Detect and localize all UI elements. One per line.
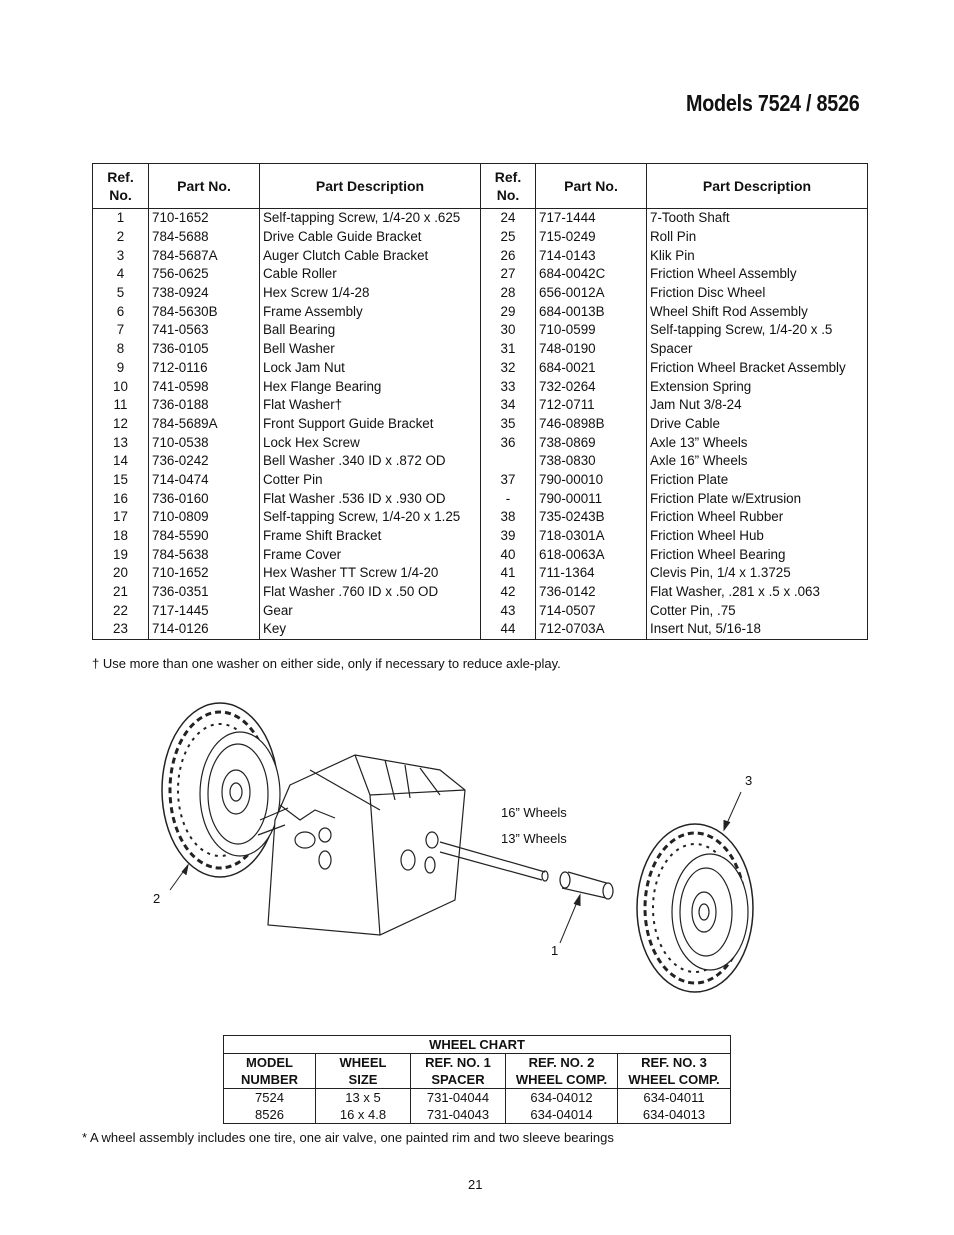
wheel-data-value: 634-04014 — [530, 1107, 593, 1122]
wheel-data-value: 731-04043 — [426, 1107, 490, 1122]
part-description-cell: Lock Jam Nut — [260, 359, 481, 378]
wheel-data-value: 634-04013 — [642, 1107, 706, 1122]
part-number-cell: 741-0598 — [149, 377, 260, 396]
part-description-cell: Drive Cable — [647, 415, 868, 434]
wheel-header-line: WHEEL — [339, 1055, 387, 1070]
wheel-data-cell — [411, 1089, 506, 1124]
ref-number-cell: 6 — [93, 302, 149, 321]
part-number-cell: 736-0188 — [149, 396, 260, 415]
part-number-cell: 738-0869 — [536, 433, 647, 452]
part-description-cell: Flat Washer .536 ID x .930 OD — [260, 489, 481, 508]
part-number-cell: 736-0105 — [149, 340, 260, 359]
wheel-data-value: 731-04044 — [426, 1090, 490, 1105]
part-number-cell: 784-5638 — [149, 545, 260, 564]
ref-number-cell: 21 — [93, 583, 149, 602]
callout-1: 1 — [551, 943, 559, 958]
parts-header-cell: Ref. No. — [93, 164, 149, 209]
page-title: Models 7524 / 8526 — [686, 90, 860, 116]
part-number-cell: 741-0563 — [149, 321, 260, 340]
part-description-cell: Friction Wheel Rubber — [647, 508, 868, 527]
part-description-cell: Wheel Shift Rod Assembly — [647, 302, 868, 321]
part-number-cell: 710-1652 — [149, 209, 260, 228]
part-number-cell: 656-0012A — [536, 284, 647, 303]
part-number-cell: 756-0625 — [149, 265, 260, 284]
wheel-data-value: 8526 — [255, 1107, 284, 1122]
ref-number-cell: 34 — [481, 396, 536, 415]
wheel-data-cell — [316, 1089, 411, 1124]
part-number-cell: 684-0042C — [536, 265, 647, 284]
ref-number-cell: 33 — [481, 377, 536, 396]
table-row — [93, 359, 868, 378]
part-description-cell: Cable Roller — [260, 265, 481, 284]
table-row — [93, 415, 868, 434]
table-row — [93, 284, 868, 303]
part-description-cell: Frame Assembly — [260, 302, 481, 321]
part-description-cell: Jam Nut 3/8-24 — [647, 396, 868, 415]
part-number-cell: 736-0351 — [149, 583, 260, 602]
part-description-cell: Friction Plate — [647, 471, 868, 490]
part-number-cell: 710-0538 — [149, 433, 260, 452]
part-number-cell: 712-0116 — [149, 359, 260, 378]
part-number-cell: 736-0242 — [149, 452, 260, 471]
ref-number-cell: 18 — [93, 527, 149, 546]
part-number-cell: 710-1652 — [149, 564, 260, 583]
ref-number-cell: 32 — [481, 359, 536, 378]
ref-number-cell: 22 — [93, 601, 149, 620]
label-16-wheels: 16” Wheels — [501, 805, 567, 820]
page-number: 21 — [468, 1177, 483, 1192]
part-number-cell: 784-5689A — [149, 415, 260, 434]
part-number-cell: 736-0160 — [149, 489, 260, 508]
part-description-cell: Ball Bearing — [260, 321, 481, 340]
part-description-cell: Friction Wheel Bearing — [647, 545, 868, 564]
table-row — [93, 452, 868, 471]
ref-number-cell: 25 — [481, 228, 536, 247]
table-row — [93, 471, 868, 490]
wheel-data-value: 634-04011 — [643, 1090, 705, 1105]
wheel-data-value: 16 x 4.8 — [339, 1107, 387, 1122]
part-number-cell: 735-0243B — [536, 508, 647, 527]
wheel-data-row — [224, 1089, 731, 1124]
part-number-cell: 715-0249 — [536, 228, 647, 247]
table-row — [93, 620, 868, 639]
part-number-cell: 784-5590 — [149, 527, 260, 546]
wheel-header-line: REF. NO. 2 — [528, 1055, 595, 1070]
table-row — [93, 396, 868, 415]
table-row — [93, 321, 868, 340]
wheel-data-cell — [506, 1089, 618, 1124]
part-number-cell: 717-1445 — [149, 601, 260, 620]
wheel-data-cell — [224, 1089, 316, 1124]
table-row — [93, 340, 868, 359]
part-description-cell: Key — [260, 620, 481, 639]
wheel-chart-title: WHEEL CHART — [224, 1036, 731, 1054]
part-description-cell: Flat Washer, .281 x .5 x .063 — [647, 583, 868, 602]
part-description-cell: Hex Flange Bearing — [260, 377, 481, 396]
ref-number-cell: 16 — [93, 489, 149, 508]
axle-play-footnote: † Use more than one washer on either side, only if necessary to reduce axle-play. — [92, 656, 561, 671]
ref-number-cell: 30 — [481, 321, 536, 340]
part-number-cell: 714-0126 — [149, 620, 260, 639]
wheel-header-line: WHEEL COMP. — [515, 1072, 608, 1087]
parts-header-cell: Part No. — [149, 164, 260, 209]
ref-number-cell: 42 — [481, 583, 536, 602]
part-number-cell: 784-5630B — [149, 302, 260, 321]
part-description-cell: Self-tapping Screw, 1/4-20 x .5 — [647, 321, 868, 340]
ref-number-cell: 35 — [481, 415, 536, 434]
part-number-cell: 718-0301A — [536, 527, 647, 546]
left-wheel-illustration — [162, 703, 280, 877]
ref-number-cell: 3 — [93, 246, 149, 265]
ref-number-cell: 15 — [93, 471, 149, 490]
part-number-cell: 684-0021 — [536, 359, 647, 378]
ref-number-cell: 7 — [93, 321, 149, 340]
part-description-cell: Bell Washer .340 ID x .872 OD — [260, 452, 481, 471]
wheel-header-cell — [411, 1054, 506, 1089]
part-description-cell: Flat Washer .760 ID x .50 OD — [260, 583, 481, 602]
ref-number-cell: 1 — [93, 209, 149, 228]
part-number-cell: 712-0711 — [536, 396, 647, 415]
table-row — [93, 377, 868, 396]
parts-header-cell: Ref. No. — [481, 164, 536, 209]
ref-number-cell: 4 — [93, 265, 149, 284]
part-number-cell: 736-0142 — [536, 583, 647, 602]
part-number-cell: 738-0830 — [536, 452, 647, 471]
ref-number-cell: 37 — [481, 471, 536, 490]
part-description-cell: Cotter Pin — [260, 471, 481, 490]
part-description-cell: Lock Hex Screw — [260, 433, 481, 452]
ref-number-cell: 40 — [481, 545, 536, 564]
callout-2: 2 — [153, 891, 161, 906]
table-row — [93, 228, 868, 247]
part-number-cell: 790-00011 — [536, 489, 647, 508]
part-number-cell: 712-0703A — [536, 620, 647, 639]
part-number-cell: 746-0898B — [536, 415, 647, 434]
part-number-cell: 618-0063A — [536, 545, 647, 564]
ref-number-cell: 5 — [93, 284, 149, 303]
parts-table — [92, 163, 868, 640]
table-row — [93, 489, 868, 508]
part-number-cell: 717-1444 — [536, 209, 647, 228]
table-row — [93, 246, 868, 265]
exploded-view-illustration — [140, 700, 780, 1000]
wheel-header-line: MODEL — [246, 1055, 293, 1070]
part-description-cell: Auger Clutch Cable Bracket — [260, 246, 481, 265]
wheel-header-line: NUMBER — [240, 1072, 299, 1087]
part-description-cell: Flat Washer† — [260, 396, 481, 415]
ref-number-cell: 9 — [93, 359, 149, 378]
wheel-data-value: 634-04012 — [530, 1090, 593, 1105]
part-number-cell: 711-1364 — [536, 564, 647, 583]
part-description-cell: Hex Screw 1/4-28 — [260, 284, 481, 303]
ref-number-cell: 26 — [481, 246, 536, 265]
ref-number-cell: 44 — [481, 620, 536, 639]
wheel-header-cell — [618, 1054, 731, 1089]
part-description-cell: Self-tapping Screw, 1/4-20 x 1.25 — [260, 508, 481, 527]
part-description-cell: Drive Cable Guide Bracket — [260, 228, 481, 247]
wheel-header-line: SPACER — [431, 1072, 485, 1087]
part-description-cell: Friction Disc Wheel — [647, 284, 868, 303]
wheel-header-line: SIZE — [348, 1072, 378, 1087]
wheel-chart-body — [224, 1089, 731, 1124]
part-number-cell: 714-0143 — [536, 246, 647, 265]
wheel-header-line: REF. NO. 1 — [425, 1055, 491, 1070]
table-row — [93, 583, 868, 602]
part-number-cell: 710-0809 — [149, 508, 260, 527]
wheel-chart-table — [223, 1035, 731, 1124]
part-description-cell: 7-Tooth Shaft — [647, 209, 868, 228]
part-description-cell: Friction Wheel Hub — [647, 527, 868, 546]
wheel-header-cell — [224, 1054, 316, 1089]
wheel-data-value: 13 x 5 — [345, 1090, 381, 1105]
spacer-illustration — [560, 872, 613, 899]
part-description-cell: Friction Wheel Assembly — [647, 265, 868, 284]
wheel-header-line: WHEEL COMP. — [628, 1072, 720, 1087]
parts-header-cell: Part No. — [536, 164, 647, 209]
part-description-cell: Roll Pin — [647, 228, 868, 247]
part-description-cell: Spacer — [647, 340, 868, 359]
part-description-cell: Friction Plate w/Extrusion — [647, 489, 868, 508]
part-description-cell: Axle 13” Wheels — [647, 433, 868, 452]
wheel-data-cell — [618, 1089, 731, 1124]
table-row — [93, 508, 868, 527]
ref-number-cell: 36 — [481, 433, 536, 452]
part-description-cell: Bell Washer — [260, 340, 481, 359]
part-description-cell: Klik Pin — [647, 246, 868, 265]
part-description-cell: Insert Nut, 5/16-18 — [647, 620, 868, 639]
ref-number-cell: 20 — [93, 564, 149, 583]
ref-number-cell: - — [481, 489, 536, 508]
part-description-cell: Self-tapping Screw, 1/4-20 x .625 — [260, 209, 481, 228]
wheel-header-cell — [506, 1054, 618, 1089]
ref-number-cell: 12 — [93, 415, 149, 434]
part-description-cell: Hex Washer TT Screw 1/4-20 — [260, 564, 481, 583]
table-row — [93, 433, 868, 452]
ref-number-cell: 39 — [481, 527, 536, 546]
wheel-header-line: REF. NO. 3 — [641, 1055, 707, 1070]
part-number-cell: 748-0190 — [536, 340, 647, 359]
table-row — [93, 564, 868, 583]
part-number-cell: 684-0013B — [536, 302, 647, 321]
part-number-cell: 732-0264 — [536, 377, 647, 396]
table-row — [93, 265, 868, 284]
frame-illustration — [258, 755, 465, 935]
ref-number-cell: 29 — [481, 302, 536, 321]
table-row — [93, 302, 868, 321]
ref-number-cell: 10 — [93, 377, 149, 396]
part-description-cell: Gear — [260, 601, 481, 620]
ref-number-cell: 31 — [481, 340, 536, 359]
part-description-cell: Clevis Pin, 1/4 x 1.3725 — [647, 564, 868, 583]
part-description-cell: Cotter Pin, .75 — [647, 601, 868, 620]
ref-number-cell: 11 — [93, 396, 149, 415]
ref-number-cell: 17 — [93, 508, 149, 527]
label-13-wheels: 13” Wheels — [501, 831, 567, 846]
ref-number-cell: 8 — [93, 340, 149, 359]
part-number-cell: 714-0474 — [149, 471, 260, 490]
ref-number-cell: 19 — [93, 545, 149, 564]
ref-number-cell: 41 — [481, 564, 536, 583]
wheel-assembly-diagram — [140, 700, 780, 1005]
table-row — [93, 527, 868, 546]
ref-number-cell: 27 — [481, 265, 536, 284]
wheel-data-value: 7524 — [255, 1090, 284, 1105]
ref-number-cell: 24 — [481, 209, 536, 228]
part-number-cell: 784-5687A — [149, 246, 260, 265]
right-wheel-illustration — [637, 824, 753, 992]
part-number-cell: 738-0924 — [149, 284, 260, 303]
wheel-header-cell — [316, 1054, 411, 1089]
parts-table-body — [93, 209, 868, 640]
part-description-cell: Frame Shift Bracket — [260, 527, 481, 546]
wheel-chart-header — [224, 1054, 731, 1089]
ref-number-cell: 38 — [481, 508, 536, 527]
ref-number-cell — [481, 452, 536, 471]
table-row — [93, 601, 868, 620]
part-description-cell: Friction Wheel Bracket Assembly — [647, 359, 868, 378]
table-row — [93, 545, 868, 564]
parts-table-header — [93, 164, 868, 209]
part-number-cell: 790-00010 — [536, 471, 647, 490]
part-description-cell: Extension Spring — [647, 377, 868, 396]
ref-number-cell: 43 — [481, 601, 536, 620]
part-description-cell: Axle 16” Wheels — [647, 452, 868, 471]
part-description-cell: Front Support Guide Bracket — [260, 415, 481, 434]
part-number-cell: 784-5688 — [149, 228, 260, 247]
ref-number-cell: 14 — [93, 452, 149, 471]
table-row — [93, 209, 868, 228]
ref-number-cell: 13 — [93, 433, 149, 452]
part-number-cell: 714-0507 — [536, 601, 647, 620]
part-number-cell: 710-0599 — [536, 321, 647, 340]
callout-3: 3 — [745, 773, 753, 788]
parts-header-cell: Part Description — [260, 164, 481, 209]
parts-header-cell: Part Description — [647, 164, 868, 209]
ref-number-cell: 2 — [93, 228, 149, 247]
wheel-assembly-footnote: * A wheel assembly includes one tire, one air valve, one painted rim and two sleeve bearings — [82, 1130, 614, 1145]
part-description-cell: Frame Cover — [260, 545, 481, 564]
ref-number-cell: 28 — [481, 284, 536, 303]
ref-number-cell: 23 — [93, 620, 149, 639]
